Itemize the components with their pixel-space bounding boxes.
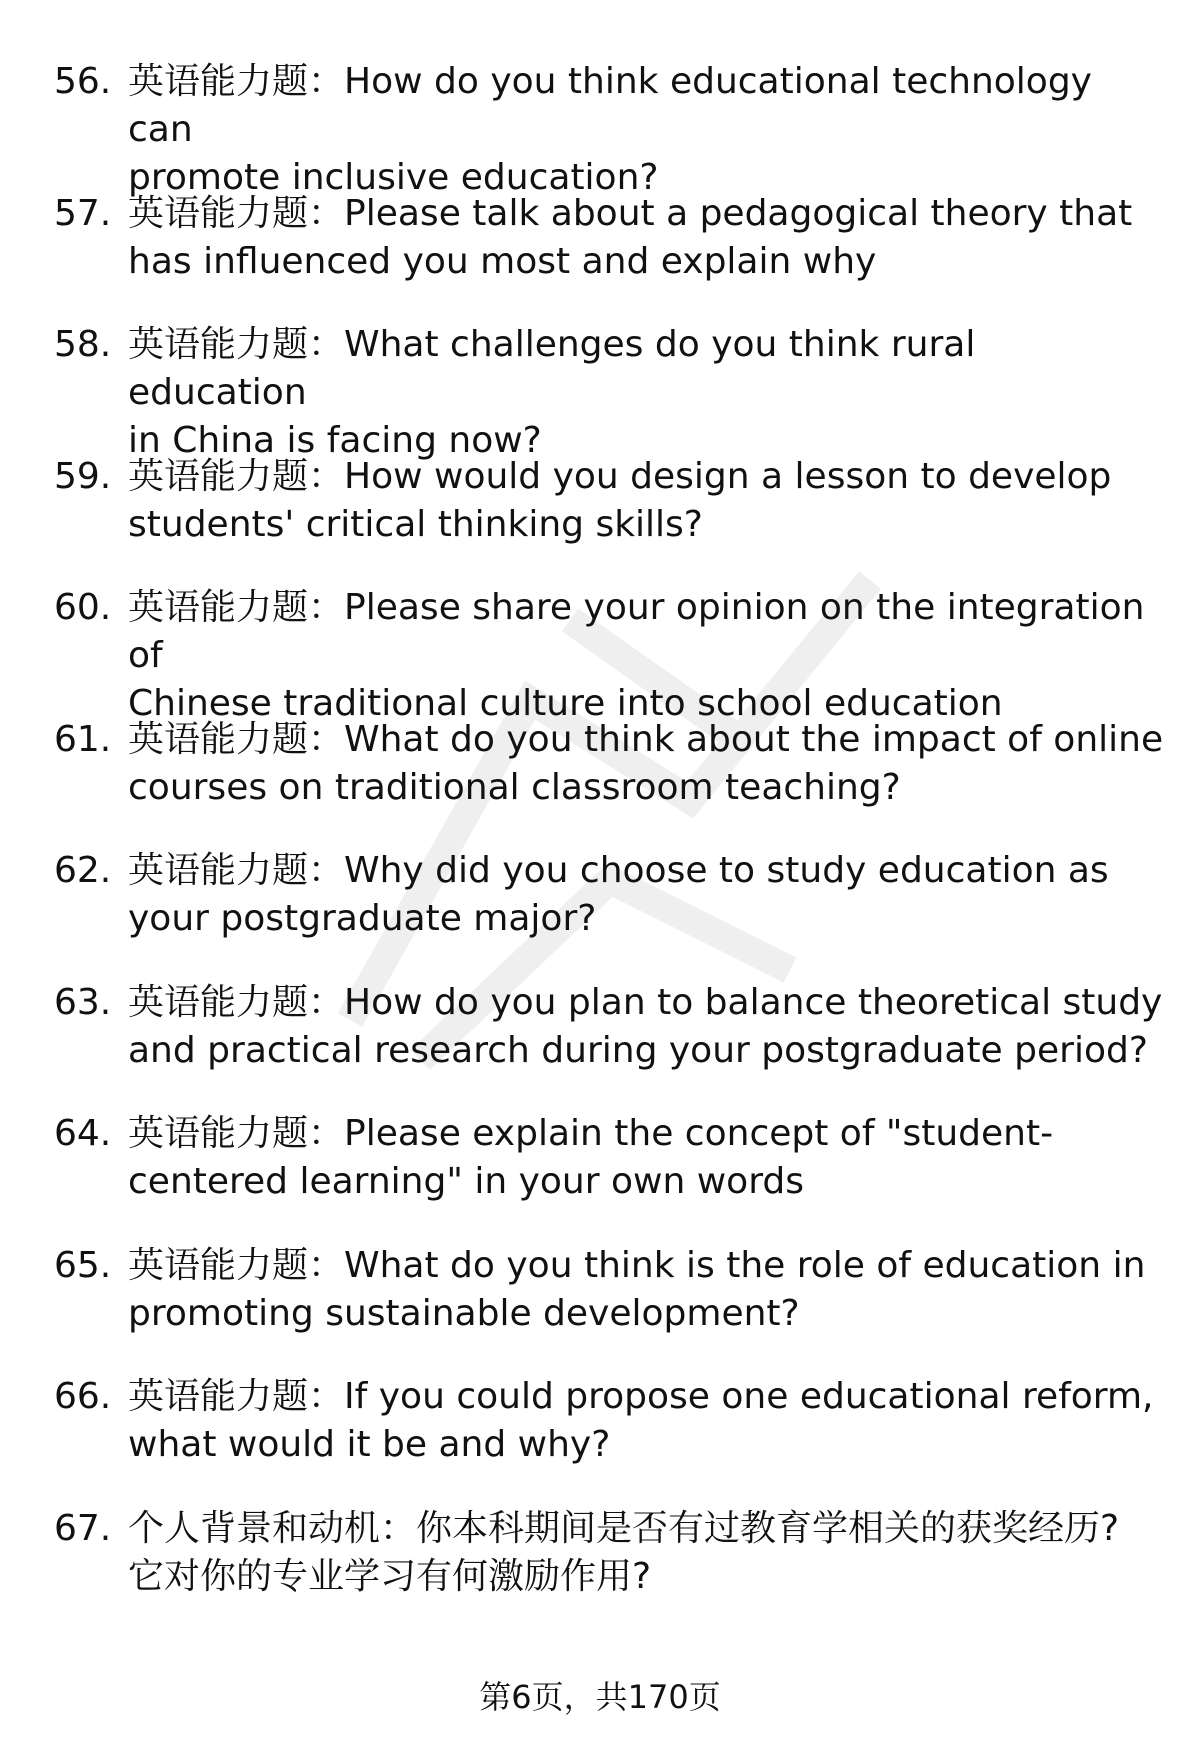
question-line-1-text: What do you think about the impact of online — [344, 718, 1164, 760]
question-line-2: has influenced you most and explain why — [128, 240, 877, 282]
question-text — [128, 321, 1164, 465]
question-number: 63. — [54, 981, 112, 1023]
question-item — [54, 321, 1164, 461]
question-number: 64. — [54, 1113, 112, 1154]
question-line-2: Chinese traditional culture into school education — [128, 683, 1003, 724]
question-line-2: what would it be and why? — [128, 1424, 611, 1465]
question-number: 59. — [54, 455, 112, 497]
question-text — [128, 979, 1164, 1075]
question-line-2: 它对你的专业学习有何激励作用? — [128, 1555, 652, 1597]
question-text — [128, 1505, 1164, 1601]
question-line-2: promoting sustainable development? — [128, 1292, 800, 1334]
question-item — [54, 1505, 1164, 1637]
question-category: 个人背景和动机： — [128, 1507, 417, 1549]
question-number: 57. — [54, 192, 112, 234]
question-number: 61. — [54, 718, 112, 760]
question-list — [54, 58, 1164, 1636]
question-line-2: promote inclusive education? — [128, 157, 659, 198]
question-line-1-text: How would you design a lesson to develop — [344, 455, 1112, 497]
question-category: 英语能力题： — [128, 192, 345, 234]
question-number: 67. — [54, 1507, 112, 1549]
question-item — [54, 716, 1164, 848]
question-line-1 — [128, 453, 1164, 501]
question-item — [54, 1373, 1164, 1505]
question-line-1-text: How do you plan to balance theoretical study — [344, 981, 1163, 1023]
question-category: 英语能力题： — [128, 981, 345, 1023]
question-line-1-text: Please share your opinion on the integration of — [128, 587, 1145, 676]
question-number: 66. — [54, 1376, 112, 1417]
question-line-1-text: Please explain the concept of "student- — [344, 1113, 1054, 1154]
question-line-1 — [128, 847, 1164, 895]
question-item — [54, 584, 1164, 724]
question-category: 英语能力题： — [128, 455, 345, 497]
question-line-1-text: 你本科期间是否有过教育学相关的获奖经历? — [416, 1507, 1120, 1549]
question-line-1-text: Why did you choose to study education as — [344, 850, 1109, 891]
question-category: 英语能力题： — [128, 850, 345, 891]
question-line-1 — [128, 58, 1164, 154]
question-line-1-text: What do you think is the role of education in — [344, 1244, 1146, 1286]
question-text — [128, 190, 1164, 286]
question-text — [128, 1110, 1164, 1206]
question-number: 58. — [54, 324, 112, 365]
question-category: 英语能力题： — [128, 1244, 345, 1286]
question-line-1-text: What challenges do you think rural education — [128, 324, 976, 413]
question-category: 英语能力题： — [128, 1113, 345, 1154]
question-category: 英语能力题： — [128, 718, 345, 760]
question-item — [54, 979, 1164, 1111]
question-item — [54, 190, 1164, 322]
question-line-1 — [128, 190, 1164, 238]
question-text — [128, 1373, 1164, 1469]
question-category: 英语能力题： — [128, 1376, 345, 1417]
question-category: 英语能力题： — [128, 324, 345, 365]
page-footer: 第6页，共170页 — [479, 1678, 721, 1716]
question-item — [54, 453, 1164, 585]
question-line-2: courses on traditional classroom teaching? — [128, 766, 901, 808]
question-text — [128, 453, 1164, 549]
question-line-1 — [128, 716, 1164, 764]
question-line-1-text: If you could propose one educational reform, — [344, 1376, 1154, 1417]
question-line-1-text: How do you think educational technology can — [128, 61, 1092, 150]
question-text — [128, 584, 1164, 728]
question-category: 英语能力题： — [128, 61, 345, 102]
question-number: 56. — [54, 61, 112, 102]
question-line-1 — [128, 1373, 1164, 1421]
question-line-1 — [128, 321, 1164, 417]
question-line-1 — [128, 979, 1164, 1027]
question-item — [54, 847, 1164, 979]
question-line-2: students' critical thinking skills? — [128, 503, 703, 545]
question-text — [128, 716, 1164, 812]
question-line-1-text: Please talk about a pedagogical theory that — [344, 192, 1133, 234]
question-line-2: centered learning" in your own words — [128, 1161, 804, 1202]
question-item — [54, 1242, 1164, 1374]
question-number: 65. — [54, 1244, 112, 1286]
question-line-2: and practical research during your postgraduate period? — [128, 1029, 1148, 1071]
question-line-2: your postgraduate major? — [128, 898, 597, 939]
question-item — [54, 1110, 1164, 1242]
question-text — [128, 58, 1164, 202]
question-item — [54, 58, 1164, 198]
question-line-1 — [128, 584, 1164, 680]
question-category: 英语能力题： — [128, 587, 345, 628]
question-number: 60. — [54, 587, 112, 628]
question-line-1 — [128, 1110, 1164, 1158]
question-text — [128, 847, 1164, 943]
question-line-1 — [128, 1242, 1164, 1290]
question-line-2: in China is facing now? — [128, 420, 542, 461]
question-line-1 — [128, 1505, 1164, 1553]
question-number: 62. — [54, 850, 112, 891]
question-text — [128, 1242, 1164, 1338]
